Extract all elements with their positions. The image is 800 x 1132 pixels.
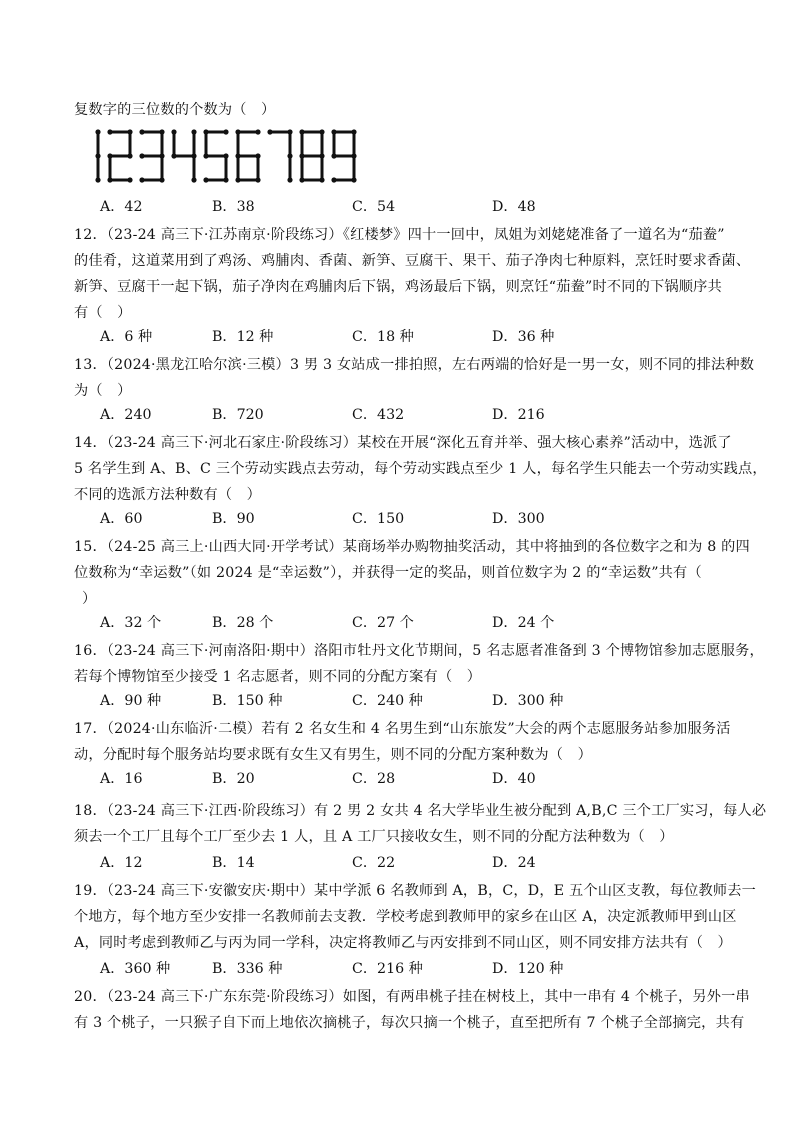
question-18-line: 18．（23-24 高三下·江西·阶段练习）有 2 男 2 女共 4 名大学毕业生被分配到 A,B,C 三个工厂实习，每人必 (74, 803, 767, 819)
matchstick-digit-8 (299, 129, 324, 182)
matchstick-dot (139, 177, 144, 182)
matchstick-dot (95, 177, 100, 182)
option-d[interactable]: D．300 (492, 511, 545, 527)
matchstick-dot (287, 129, 292, 134)
option-a[interactable]: A．6 种 (100, 329, 153, 345)
option-c[interactable]: C．240 种 (352, 693, 423, 709)
option-b[interactable]: B．38 (212, 199, 255, 215)
matchstick-dot (235, 153, 240, 158)
matchstick-dot (331, 153, 336, 158)
option-c[interactable]: C．216 种 (352, 961, 423, 977)
matchstick-dot (287, 177, 292, 182)
question-11-options (100, 196, 700, 216)
question-13-line: 为（ ） (74, 383, 132, 399)
option-b[interactable]: B．20 (212, 771, 255, 787)
matchstick-dot (319, 177, 324, 182)
option-b[interactable]: B．720 (212, 407, 264, 423)
question-14-options (100, 508, 700, 528)
matchstick-dot (107, 129, 112, 134)
option-c[interactable]: C．22 (352, 855, 396, 871)
matchstick-dot (351, 129, 356, 134)
matchstick-dot (159, 153, 164, 158)
option-c[interactable]: C．27 个 (352, 615, 414, 631)
matchstick-dot (319, 153, 324, 158)
matchstick-dot (107, 153, 112, 158)
question-12-line: 新笋、豆腐干一起下锅，茄子净肉在鸡脯肉后下锅，鸡汤最后下锅，则烹饪“茄鲞”时不同的下锅顺序共 (74, 279, 722, 295)
question-13-options (100, 404, 700, 424)
question-12-line: 有（ ） (74, 305, 132, 321)
question-15-line: 位数称为“幸运数”（如 2024 是“幸运数”），并获得一定的奖品，则首位数字为 2 的“幸运数”共有（ (74, 565, 702, 581)
matchstick-dot (139, 129, 144, 134)
matchstick-digit-4 (171, 129, 196, 182)
matchstick-dot (127, 129, 132, 134)
question-16-options (100, 690, 700, 710)
matchstick-digit-1 (95, 129, 100, 182)
question-15-line: ） (82, 591, 97, 607)
matchstick-dot (255, 177, 260, 182)
matchstick-digit-9 (331, 129, 356, 182)
question-19-line: A，同时考虑到教师乙与丙为同一学科，决定将教师乙与丙安排到不同山区，则不同安排方法共有（ ） (74, 935, 732, 951)
option-a[interactable]: A．60 (100, 511, 143, 527)
matchstick-dot (319, 129, 324, 134)
question-14-line: 不同的选派方法种数有（ ） (74, 487, 262, 503)
question-13-line: 13．（2024·黑龙江哈尔滨·三模）3 男 3 女站成一排拍照，左右两端的恰好是一男一女，则不同的排法种数 (74, 357, 755, 373)
matchstick-dot (191, 129, 196, 134)
question-20-line: 有 3 个桃子，一只猴子自下而上地依次摘桃子，每次只摘一个桃子，直至把所有 7 个桃子全部摘完，共有 (74, 1015, 745, 1031)
question-16-line: 若每个博物馆至少接受 1 名志愿者，则不同的分配方案有（ ） (74, 669, 482, 685)
option-a[interactable]: A．12 (100, 855, 143, 871)
matchstick-dot (127, 153, 132, 158)
matchstick-dot (159, 129, 164, 134)
question-19-options (100, 958, 700, 978)
option-d[interactable]: D．40 (492, 771, 536, 787)
matchstick-digit-6 (235, 129, 260, 182)
option-d[interactable]: D．24 (492, 855, 536, 871)
question-12-line: 的佳肴，这道菜用到了鸡汤、鸡脯肉、香菌、新笋、豆腐干、果干、茄子净肉七种原料，烹饪时要求香菌、 (74, 253, 751, 269)
matchstick-dot (223, 153, 228, 158)
option-b[interactable]: B．28 个 (212, 615, 274, 631)
matchstick-dot (255, 153, 260, 158)
question-16-line: 16．（23-24 高三下·河南洛阳·期中）洛阳市牡丹文化节期间，5 名志愿者准备到 3 个博物馆参加志愿服务， (74, 643, 764, 659)
option-b[interactable]: B．12 种 (212, 329, 274, 345)
matchstick-dot (159, 177, 164, 182)
option-d[interactable]: D．24 个 (492, 615, 555, 631)
matchstick-dot (95, 153, 100, 158)
option-b[interactable]: B．14 (212, 855, 255, 871)
option-b[interactable]: B．336 种 (212, 961, 283, 977)
option-c[interactable]: C．18 种 (352, 329, 414, 345)
question-14-line: 5 名学生到 A、B、C 三个劳动实践点去劳动，每个劳动实践点至少 1 人，每名学生只能去一个劳动实践点， (74, 461, 767, 477)
question-17-line: 动，分配时每个服务站均要求既有女生又有男生，则不同的分配方案种数为（ ） (74, 747, 592, 763)
question-11-stem-tail: 复数字的三位数的个数为（ ） (74, 102, 276, 118)
matchstick-dot (267, 129, 272, 134)
option-c[interactable]: C．28 (352, 771, 396, 787)
question-19-line: 个地方，每个地方至少安排一名教师前去支教．学校考虑到教师甲的家乡在山区 A，决定派教师甲到山区 (74, 909, 737, 925)
question-14-line: 14．（23-24 高三下·河北石家庄·阶段练习）某校在开展“深化五育并举、强大核心素养”活动中，选派了 (74, 435, 732, 451)
option-a[interactable]: A．42 (100, 199, 143, 215)
matchstick-dot (203, 129, 208, 134)
option-d[interactable]: D．36 种 (492, 329, 555, 345)
matchstick-digits-figure (74, 128, 374, 188)
option-a[interactable]: A．90 种 (100, 693, 162, 709)
question-18-options (100, 852, 700, 872)
matchstick-digits-svg (74, 128, 374, 188)
matchstick-dot (351, 177, 356, 182)
matchstick-dot (235, 177, 240, 182)
matchstick-dot (223, 129, 228, 134)
option-d[interactable]: D．120 种 (492, 961, 564, 977)
question-17-line: 17．（2024·山东临沂·二模）若有 2 名女生和 4 名男生到“山东旅发”大会的两个志愿服务站参加服务活 (74, 721, 731, 737)
matchstick-digit-5 (203, 129, 228, 182)
matchstick-dot (331, 129, 336, 134)
question-12-line: 12．（23-24 高三下·江苏南京·阶段练习）《红楼梦》四十一回中，凤姐为刘姥姥准备了一道名为“茄鲞” (74, 227, 725, 243)
matchstick-dot (171, 129, 176, 134)
matchstick-dot (95, 129, 100, 134)
question-17-options (100, 768, 700, 788)
matchstick-dot (331, 177, 336, 182)
matchstick-digit-7 (267, 129, 292, 182)
option-a[interactable]: A．16 (100, 771, 143, 787)
matchstick-dot (107, 177, 112, 182)
option-b[interactable]: B．90 (212, 511, 255, 527)
option-a[interactable]: A．32 个 (100, 615, 162, 631)
question-12-options (100, 326, 700, 346)
matchstick-dot (171, 153, 176, 158)
matchstick-dot (139, 153, 144, 158)
matchstick-dot (287, 153, 292, 158)
matchstick-dot (351, 153, 356, 158)
option-d[interactable]: D．300 种 (492, 693, 564, 709)
matchstick-digit-2 (107, 129, 132, 182)
question-18-line: 须去一个工厂且每个工厂至少去 1 人，且 A 工厂只接收女生，则不同的分配方法种数为（ ） (74, 829, 674, 845)
matchstick-dot (235, 129, 240, 134)
option-c[interactable]: C．150 (352, 511, 405, 527)
matchstick-digit-3 (139, 129, 164, 182)
matchstick-dot (255, 129, 260, 134)
matchstick-dot (223, 177, 228, 182)
matchstick-dot (299, 153, 304, 158)
question-20-line: 20．（23-24 高三下·广东东莞·阶段练习）如图，有两串桃子挂在树枝上，其中一串有 4 个桃子，另外一串 (74, 989, 750, 1005)
matchstick-dot (203, 177, 208, 182)
question-15-options (100, 612, 700, 632)
option-d[interactable]: D．48 (492, 199, 536, 215)
option-b[interactable]: B．150 种 (212, 693, 283, 709)
matchstick-dot (127, 177, 132, 182)
option-a[interactable]: A．360 种 (100, 961, 171, 977)
matchstick-dot (203, 153, 208, 158)
option-c[interactable]: C．54 (352, 199, 396, 215)
option-c[interactable]: C．432 (352, 407, 405, 423)
option-d[interactable]: D．216 (492, 407, 545, 423)
matchstick-dot (299, 177, 304, 182)
option-a[interactable]: A．240 (100, 407, 152, 423)
question-19-line: 19．（23-24 高三下·安徽安庆·期中）某中学派 6 名教师到 A，B，C，D，E 五个山区支教，每位教师去一 (74, 883, 757, 899)
matchstick-dot (191, 153, 196, 158)
matchstick-dot (191, 177, 196, 182)
matchstick-dot (299, 129, 304, 134)
question-15-line: 15．（24-25 高三上·山西大同·开学考试）某商场举办购物抽奖活动，其中将抽到的各位数字之和为 8 的四 (74, 539, 750, 555)
